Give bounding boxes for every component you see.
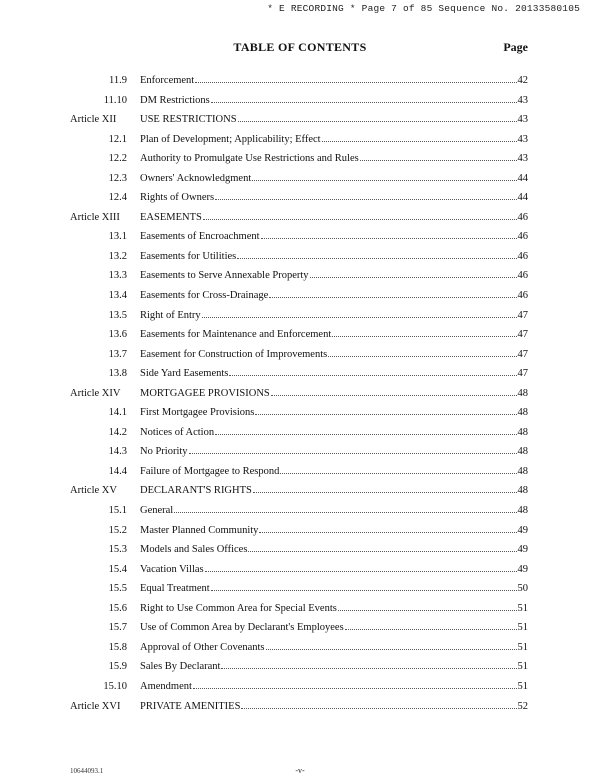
toc-page-number: 46 bbox=[517, 270, 528, 282]
toc-page-number: 47 bbox=[517, 368, 528, 380]
toc-list bbox=[0, 71, 600, 716]
toc-entry bbox=[0, 306, 600, 326]
dot-leader bbox=[211, 589, 517, 591]
toc-line bbox=[140, 286, 528, 306]
toc-section-number: 15.2 bbox=[108, 524, 127, 536]
toc-page-number: 46 bbox=[517, 211, 528, 223]
toc-page-number: 48 bbox=[517, 426, 528, 438]
toc-page-number: 43 bbox=[517, 94, 528, 106]
toc-entry bbox=[0, 462, 600, 482]
toc-line bbox=[140, 91, 528, 111]
dot-leader bbox=[338, 609, 517, 611]
page-number: -v- bbox=[295, 766, 305, 775]
toc-entry-title: Owners' Acknowledgment bbox=[140, 172, 252, 184]
toc-page-number: 51 bbox=[517, 602, 528, 614]
toc-line bbox=[140, 110, 528, 130]
toc-entry-title: Equal Treatment bbox=[140, 583, 210, 595]
toc-entry-title: Right of Entry bbox=[140, 309, 201, 321]
toc-entry-title: Sales By Declarant bbox=[140, 661, 221, 673]
toc-section-number: 14.4 bbox=[108, 465, 127, 477]
page-column-label: Page bbox=[503, 40, 528, 54]
toc-section-number: 15.5 bbox=[108, 583, 127, 595]
toc-line bbox=[140, 540, 528, 560]
toc-entry bbox=[0, 149, 600, 169]
dot-leader bbox=[221, 667, 516, 669]
toc-entry-title: Easements for Maintenance and Enforcement bbox=[140, 329, 332, 341]
dot-leader bbox=[205, 570, 517, 572]
toc-page-number: 48 bbox=[517, 387, 528, 399]
toc-entry-title: Right to Use Common Area for Special Events bbox=[140, 602, 337, 614]
toc-line bbox=[140, 188, 528, 208]
dot-leader bbox=[202, 316, 517, 318]
toc-section-number: 11.10 bbox=[103, 94, 127, 106]
toc-entry bbox=[0, 521, 600, 541]
toc-page-number: 46 bbox=[517, 290, 528, 302]
toc-entry bbox=[0, 599, 600, 619]
toc-page-number: 48 bbox=[517, 446, 528, 458]
toc-page-number: 48 bbox=[517, 407, 528, 419]
toc-section-number: 13.7 bbox=[108, 348, 127, 360]
toc-entry bbox=[0, 403, 600, 423]
toc-entry bbox=[0, 638, 600, 658]
toc-entry-title: DM Restrictions bbox=[140, 94, 210, 106]
toc-line bbox=[140, 521, 528, 541]
toc-entry bbox=[0, 677, 600, 697]
toc-section-number: 12.1 bbox=[108, 133, 127, 145]
toc-entry bbox=[0, 227, 600, 247]
toc-entry bbox=[0, 697, 600, 717]
dot-leader bbox=[189, 452, 517, 454]
toc-section-number: 11.9 bbox=[109, 75, 127, 86]
dot-leader bbox=[229, 374, 516, 376]
toc-page-number: 50 bbox=[517, 583, 528, 595]
toc-page-number: 49 bbox=[517, 544, 528, 556]
toc-title: TABLE OF CONTENTS bbox=[233, 40, 367, 54]
toc-section-number: 15.1 bbox=[108, 505, 127, 517]
toc-line bbox=[140, 423, 528, 443]
toc-entry bbox=[0, 618, 600, 638]
dot-leader bbox=[193, 687, 517, 689]
toc-section-number: 15.6 bbox=[108, 602, 127, 614]
dot-leader bbox=[241, 707, 516, 709]
toc-entry bbox=[0, 481, 600, 501]
toc-entry bbox=[0, 560, 600, 580]
toc-line bbox=[140, 227, 528, 247]
toc-entry bbox=[0, 540, 600, 560]
dot-leader bbox=[215, 198, 516, 200]
dot-leader bbox=[310, 276, 517, 278]
toc-line bbox=[140, 345, 528, 365]
toc-entry-title: Notices of Action bbox=[140, 426, 215, 438]
dot-leader bbox=[322, 140, 517, 142]
toc-line bbox=[140, 618, 528, 638]
toc-page-number: 44 bbox=[517, 192, 528, 204]
toc-section-number: 15.8 bbox=[108, 641, 127, 653]
toc-entry-title: Use of Common Area by Declarant's Employees bbox=[140, 622, 344, 634]
toc-section-number: 14.1 bbox=[108, 407, 127, 419]
toc-line bbox=[140, 208, 528, 228]
toc-entry-title: PRIVATE AMENITIES bbox=[140, 700, 241, 712]
toc-page-number: 48 bbox=[517, 485, 528, 497]
dot-leader bbox=[174, 511, 516, 513]
toc-page-number: 51 bbox=[517, 641, 528, 653]
toc-entry-title: Easements for Cross-Drainage bbox=[140, 290, 269, 302]
toc-line bbox=[140, 501, 528, 521]
toc-entry-title: General bbox=[140, 505, 174, 517]
dot-leader bbox=[271, 394, 517, 396]
toc-line bbox=[140, 481, 528, 501]
toc-page-number: 48 bbox=[517, 505, 528, 517]
toc-section-number: 12.3 bbox=[108, 172, 127, 184]
toc-entry bbox=[0, 130, 600, 150]
dot-leader bbox=[248, 550, 516, 552]
toc-page-number: 47 bbox=[517, 309, 528, 321]
toc-page-number: 51 bbox=[517, 661, 528, 673]
toc-entry bbox=[0, 247, 600, 267]
dot-leader bbox=[360, 159, 517, 161]
toc-section-number: 13.5 bbox=[108, 309, 127, 321]
toc-line bbox=[140, 306, 528, 326]
dot-leader bbox=[203, 218, 517, 220]
toc-section-number: 15.10 bbox=[103, 680, 127, 692]
toc-entry bbox=[0, 266, 600, 286]
toc-entry-title: Easements to Serve Annexable Property bbox=[140, 270, 309, 282]
toc-section-number: 15.4 bbox=[108, 563, 127, 575]
toc-entry-title: Easements of Encroachment bbox=[140, 231, 260, 243]
toc-article-label: Article XIII bbox=[70, 211, 120, 223]
toc-line bbox=[140, 403, 528, 423]
toc-entry bbox=[0, 91, 600, 111]
toc-line bbox=[140, 71, 528, 91]
toc-section-number: 13.3 bbox=[108, 270, 127, 282]
toc-entry-title: Approval of Other Covenants bbox=[140, 641, 265, 653]
toc-line bbox=[140, 442, 528, 462]
toc-page-number: 51 bbox=[517, 680, 528, 692]
toc-section-number: 15.7 bbox=[108, 622, 127, 634]
document-id: 10644093.1 bbox=[70, 767, 104, 775]
toc-entry-title: EASEMENTS bbox=[140, 211, 202, 223]
toc-page-number: 42 bbox=[517, 75, 528, 86]
dot-leader bbox=[266, 648, 517, 650]
dot-leader bbox=[195, 81, 516, 83]
toc-page-number: 51 bbox=[517, 622, 528, 634]
toc-line bbox=[140, 325, 528, 345]
toc-article-label: Article XVI bbox=[70, 700, 121, 712]
dot-leader bbox=[345, 628, 517, 630]
toc-entry-title: Easements for Utilities bbox=[140, 250, 237, 262]
toc-entry-title: Failure of Mortgagee to Respond bbox=[140, 465, 280, 477]
toc-entry bbox=[0, 364, 600, 384]
toc-entry bbox=[0, 208, 600, 228]
toc-entry bbox=[0, 657, 600, 677]
toc-line bbox=[140, 697, 528, 717]
toc-section-number: 12.4 bbox=[108, 192, 127, 204]
dot-leader bbox=[261, 237, 517, 239]
toc-entry-title: DECLARANT'S RIGHTS bbox=[140, 485, 252, 497]
toc-section-number: 15.9 bbox=[108, 661, 127, 673]
dot-leader bbox=[253, 491, 517, 493]
dot-leader bbox=[280, 472, 516, 474]
toc-entry-title: Plan of Development; Applicability; Effect bbox=[140, 133, 321, 145]
toc-page-number: 46 bbox=[517, 250, 528, 262]
toc-entry-title: Vacation Villas bbox=[140, 563, 204, 575]
toc-article-label: Article XV bbox=[70, 485, 117, 497]
dot-leader bbox=[269, 296, 516, 298]
toc-section-number: 14.3 bbox=[108, 446, 127, 458]
toc-entry-title: Authority to Promulgate Use Restrictions and Rules bbox=[140, 153, 359, 165]
toc-article-label: Article XIV bbox=[70, 387, 121, 399]
toc-page-number: 49 bbox=[517, 563, 528, 575]
toc-line bbox=[140, 638, 528, 658]
toc-entry bbox=[0, 110, 600, 130]
toc-page-number: 44 bbox=[517, 172, 528, 184]
toc-line bbox=[140, 266, 528, 286]
toc-page-number: 43 bbox=[517, 114, 528, 126]
toc-entry-title: No Priority bbox=[140, 446, 188, 458]
toc-section-number: 14.2 bbox=[108, 426, 127, 438]
toc-entry-title: Enforcement bbox=[140, 75, 195, 86]
toc-section-number: 13.4 bbox=[108, 290, 127, 302]
toc-entry bbox=[0, 579, 600, 599]
toc-section-number: 12.2 bbox=[108, 153, 127, 165]
toc-line bbox=[140, 149, 528, 169]
toc-entry bbox=[0, 423, 600, 443]
toc-page-number: 43 bbox=[517, 133, 528, 145]
toc-article-label: Article XII bbox=[70, 114, 117, 126]
dot-leader bbox=[237, 257, 516, 259]
toc-line bbox=[140, 247, 528, 267]
toc-page-number: 49 bbox=[517, 524, 528, 536]
toc-entry-title: USE RESTRICTIONS bbox=[140, 114, 237, 126]
toc-page-number: 47 bbox=[517, 348, 528, 360]
dot-leader bbox=[215, 433, 516, 435]
toc-entry bbox=[0, 384, 600, 404]
toc-entry-title: First Mortgagee Provisions bbox=[140, 407, 255, 419]
toc-page-number: 48 bbox=[517, 465, 528, 477]
toc-section-number: 15.3 bbox=[108, 544, 127, 556]
toc-page-number: 52 bbox=[517, 700, 528, 712]
toc-entry-title: MORTGAGEE PROVISIONS bbox=[140, 387, 270, 399]
dot-leader bbox=[255, 413, 516, 415]
toc-entry bbox=[0, 325, 600, 345]
toc-entry-title: Side Yard Easements bbox=[140, 368, 229, 380]
recording-stamp: * E RECORDING * Page 7 of 85 Sequence No. 20133580105 bbox=[267, 3, 580, 14]
toc-entry bbox=[0, 71, 600, 91]
toc-entry-title: Master Planned Community bbox=[140, 524, 259, 536]
dot-leader bbox=[332, 335, 516, 337]
toc-entry-title: Models and Sales Offices bbox=[140, 544, 248, 556]
toc-line bbox=[140, 169, 528, 189]
toc-page-number: 47 bbox=[517, 329, 528, 341]
toc-section-number: 13.1 bbox=[108, 231, 127, 243]
toc-line bbox=[140, 579, 528, 599]
dot-leader bbox=[252, 179, 516, 181]
toc-line bbox=[140, 677, 528, 697]
toc-section-number: 13.2 bbox=[108, 250, 127, 262]
toc-entry-title: Rights of Owners bbox=[140, 192, 215, 204]
toc-line bbox=[140, 599, 528, 619]
toc-section-number: 13.8 bbox=[108, 368, 127, 380]
toc-page-number: 43 bbox=[517, 153, 528, 165]
toc-section-number: 13.6 bbox=[108, 329, 127, 341]
toc-entry-title: Easement for Construction of Improvements bbox=[140, 348, 328, 360]
toc-entry bbox=[0, 345, 600, 365]
dot-leader bbox=[211, 101, 517, 103]
toc-entry-title: Amendment bbox=[140, 680, 192, 692]
toc-line bbox=[140, 364, 528, 384]
toc-entry bbox=[0, 169, 600, 189]
toc-line bbox=[140, 657, 528, 677]
toc-entry bbox=[0, 442, 600, 462]
toc-entry bbox=[0, 188, 600, 208]
dot-leader bbox=[238, 120, 517, 122]
toc-line bbox=[140, 560, 528, 580]
toc-page-number: 46 bbox=[517, 231, 528, 243]
toc-line bbox=[140, 462, 528, 482]
toc-line bbox=[140, 130, 528, 150]
dot-leader bbox=[328, 355, 516, 357]
toc-line bbox=[140, 384, 528, 404]
toc-entry bbox=[0, 501, 600, 521]
dot-leader bbox=[259, 531, 516, 533]
toc-entry bbox=[0, 286, 600, 306]
